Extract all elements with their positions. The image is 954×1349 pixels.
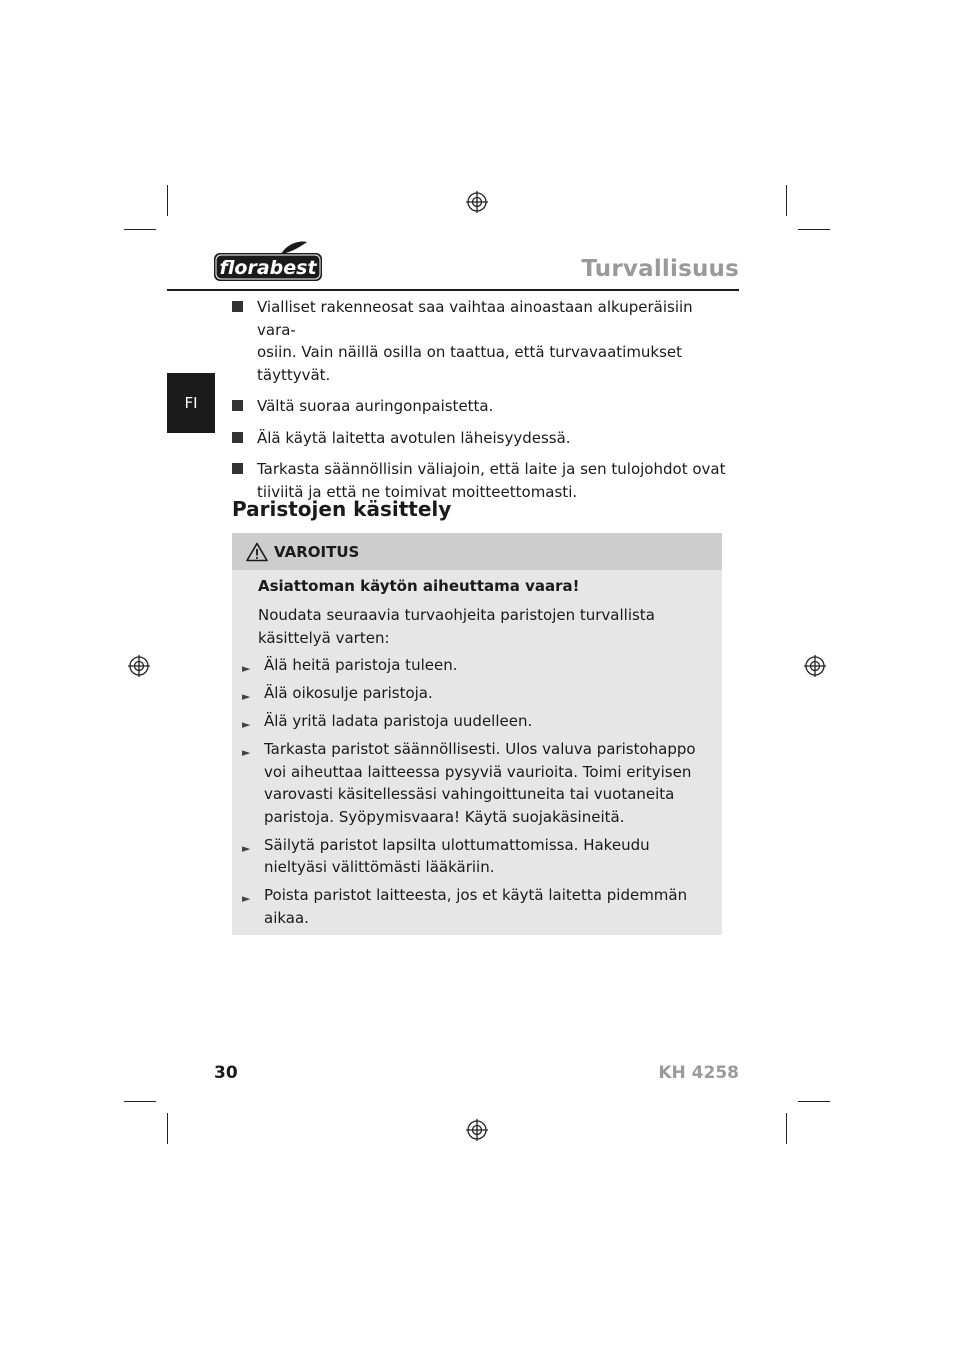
arrow-bullet-icon: ► [242, 746, 251, 759]
florabest-logo [213, 240, 323, 284]
list-item [242, 682, 702, 705]
list-item-text: Säilytä paristot lapsilta ulottumattomissa. Hakeudu nieltyäsi välittömästi lääkäriin. [264, 835, 650, 876]
list-item [232, 296, 732, 386]
title-rule [167, 289, 739, 291]
arrow-bullet-icon: ► [242, 892, 251, 905]
square-bullet-icon [232, 400, 243, 411]
list-item-text: Tarkasta säännöllisin väliajoin, että laite ja sen tulojohdot ovat tiiviitä ja että ne toimivat moitteettomasti. [257, 460, 726, 501]
list-item-text: Vältä suoraa auringonpaistetta. [257, 397, 494, 415]
registration-mark-icon [465, 190, 489, 214]
arrow-bullet-icon: ► [242, 662, 251, 675]
arrow-bullet-icon: ► [242, 718, 251, 731]
list-item [242, 654, 702, 677]
warning-list [242, 654, 702, 935]
crop-mark [167, 185, 168, 216]
safety-bullet-list [232, 296, 732, 512]
list-item [242, 834, 702, 879]
logo-text: florabest [219, 257, 317, 279]
warning-label: VAROITUS [274, 542, 360, 561]
crop-mark [798, 1101, 830, 1102]
registration-mark-icon [127, 654, 151, 678]
crop-mark [167, 1113, 168, 1144]
crop-mark [786, 185, 787, 216]
model-number: KH 4258 [658, 1063, 739, 1083]
page-number: 30 [214, 1063, 238, 1083]
list-item-text: Älä oikosulje paristoja. [264, 684, 433, 702]
list-item [242, 710, 702, 733]
registration-mark-icon [803, 654, 827, 678]
page-title: Turvallisuus [581, 256, 739, 282]
crop-mark [124, 1101, 156, 1102]
crop-mark [124, 229, 156, 230]
warning-header [232, 533, 722, 570]
warning-intro: Noudata seuraavia turvaohjeita paristojen turvallista käsittelyä varten: [258, 606, 655, 647]
square-bullet-icon [232, 301, 243, 312]
list-item-text: Vialliset rakenneosat saa vaihtaa ainoastaan alkuperäisiin vara- osiin. Vain näillä osilla on taattua, että turvavaatimukset täyttyvät. [257, 298, 693, 384]
warning-triangle-icon [246, 542, 268, 562]
square-bullet-icon [232, 432, 243, 443]
registration-mark-icon [465, 1118, 489, 1142]
list-item [232, 427, 732, 450]
arrow-bullet-icon: ► [242, 690, 251, 703]
warning-box [232, 533, 722, 935]
list-item-text: Älä käytä laitetta avotulen läheisyydessä. [257, 428, 571, 447]
warning-subheading: Asiattoman käytön aiheuttama vaara! [258, 577, 580, 595]
language-tab: FI [167, 373, 215, 433]
section-heading: Paristojen käsittely [232, 497, 452, 521]
list-item-text: Älä yritä ladata paristoja uudelleen. [264, 712, 533, 730]
list-item-text: Tarkasta paristot säännöllisesti. Ulos valuva paristohappo voi aiheuttaa laitteessa pysyviä vaurioita. Toimi erityisen varovasti käsitellessäsi vahingoittuneita tai vuotaneita paristoja. Syöpymisvaara! Käytä suojakäsineitä. [264, 740, 696, 826]
square-bullet-icon [232, 463, 243, 474]
arrow-bullet-icon: ► [242, 841, 251, 855]
list-item [242, 884, 702, 929]
crop-mark [786, 1113, 787, 1144]
list-item [242, 738, 702, 828]
list-item-text: Älä heitä paristoja tuleen. [264, 656, 458, 674]
crop-mark [798, 229, 830, 230]
list-item-text: Poista paristot laitteesta, jos et käytä laitetta pidemmän aikaa. [264, 886, 688, 927]
list-item [232, 395, 732, 418]
